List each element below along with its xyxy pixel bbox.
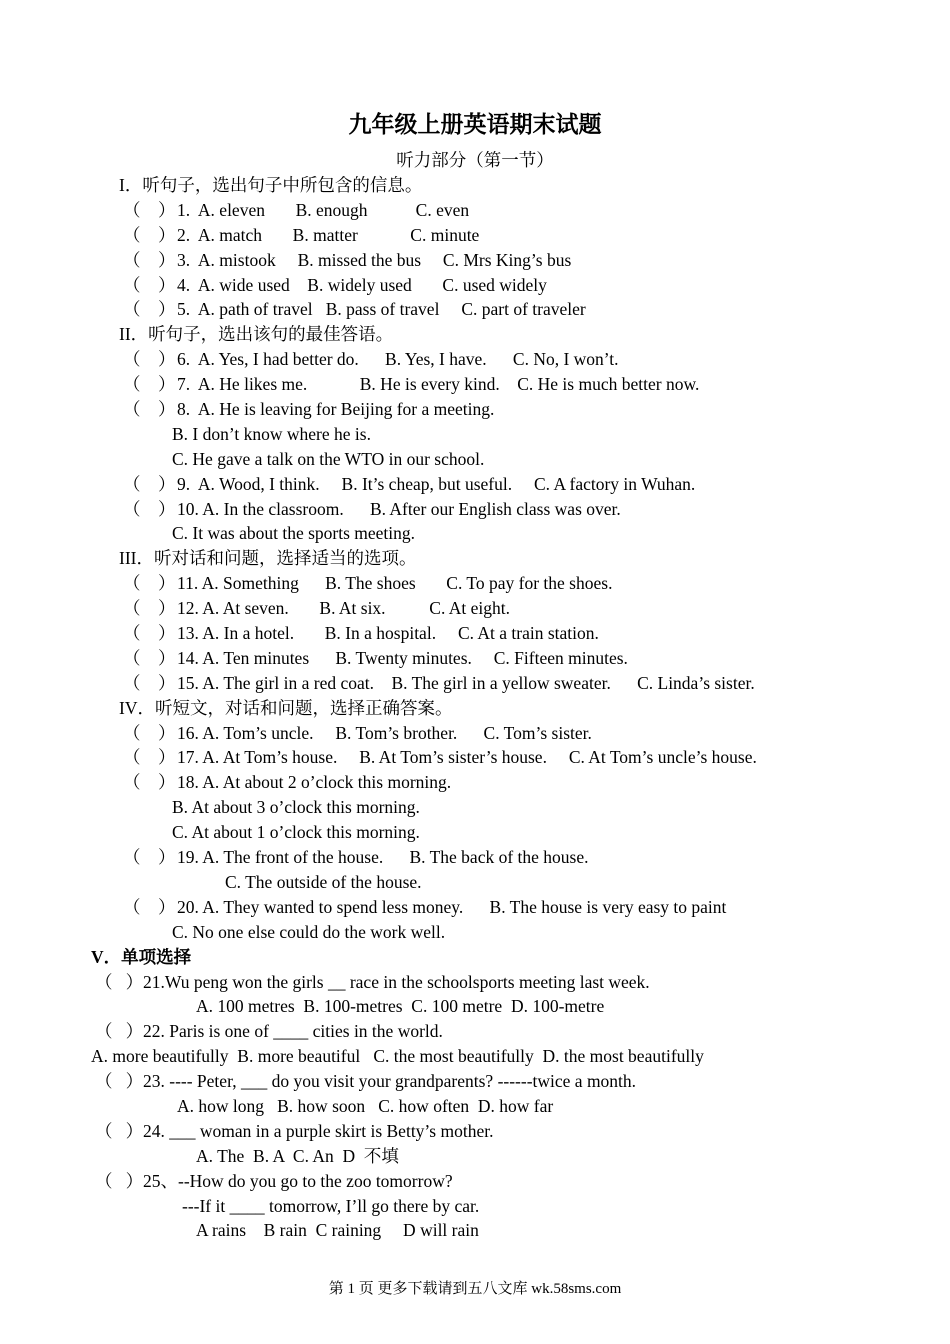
question-12 [0,596,950,621]
answer-blank: （ ） [95,1071,144,1092]
question-text: 23. ---- Peter, ___ do you visit your grandparents? ------twice a month. [143,1071,637,1092]
question-11 [0,571,950,596]
question-13 [0,621,950,646]
answer-blank: （ ） [123,647,176,668]
answer-blank: （ ） [95,1170,144,1191]
answer-blank: （ ） [123,349,176,370]
question-10 [0,497,950,522]
answer-blank: （ ） [123,473,176,494]
answer-blank: （ ） [123,573,176,594]
section-heading-5: V．单项选择 [91,946,192,967]
answer-blank: （ ） [123,896,176,917]
question-1 [0,198,950,223]
question-text: 4. A. wide used B. widely used C. used widely [177,274,547,295]
question-text: 14. A. Ten minutes B. Twenty minutes. C. Fifteen minutes. [177,647,628,668]
answer-blank: （ ） [123,399,176,420]
question-2 [0,223,950,248]
answer-blank: （ ） [123,623,176,644]
answer-blank: （ ） [123,274,176,295]
question-20-option-c: C. No one else could do the work well. [172,921,446,942]
question-text: 15. A. The girl in a red coat. B. The girl in a yellow sweater. C. Linda’s sister. [177,672,755,693]
question-text: 2. A. match B. matter C. minute [177,224,480,245]
question-text: 12. A. At seven. B. At six. C. At eight. [177,598,511,619]
exam-title: 九年级上册英语期末试题 [348,112,602,137]
answer-blank: （ ） [123,299,176,320]
answer-blank: （ ） [123,199,176,220]
exam-subtitle: 听力部分（第一节） [396,150,554,170]
question-25 [0,1169,950,1194]
question-text: 19. A. The front of the house. B. The back of the house. [177,847,589,868]
question-4 [0,273,950,298]
question-text: 18. A. At about 2 o’clock this morning. [177,772,452,793]
question-text: 17. A. At Tom’s house. B. At Tom’s sister’s house. C. At Tom’s uncle’s house. [177,747,757,768]
question-10-option-c: C. It was about the sports meeting. [172,523,416,544]
question-22-options: A. more beautifully B. more beautiful C. the most beautifully D. the most beautifully [91,1046,704,1067]
question-23-options: A. how long B. how soon C. how often D. how far [177,1095,554,1116]
question-text: 5. A. path of travel B. pass of travel C. part of traveler [177,299,586,320]
question-text: 9. A. Wood, I think. B. It’s cheap, but useful. C. A factory in Wuhan. [177,473,696,494]
question-text: 16. A. Tom’s uncle. B. Tom’s brother. C. Tom’s sister. [177,722,592,743]
question-text: 13. A. In a hotel. B. In a hospital. C. At a train station. [177,623,599,644]
question-8-option-b: B. I don’t know where he is. [172,423,371,444]
question-3 [0,248,950,273]
question-8-option-c: C. He gave a talk on the WTO in our school. [172,448,485,469]
question-text: 6. A. Yes, I had better do. B. Yes, I have. C. No, I won’t. [177,349,619,370]
answer-blank: （ ） [123,498,176,519]
answer-blank: （ ） [123,224,176,245]
question-text: 24. ___ woman in a purple skirt is Betty’s mother. [143,1120,494,1141]
question-5 [0,297,950,322]
question-22 [0,1019,950,1044]
question-19 [0,845,950,870]
question-20 [0,895,950,920]
question-text: 3. A. mistook B. missed the bus C. Mrs King’s bus [177,249,572,270]
answer-blank: （ ） [123,374,176,395]
question-18 [0,770,950,795]
section-heading-2: II．听句子，选出该句的最佳答语。 [119,324,394,345]
answer-blank: （ ） [123,847,176,868]
answer-blank: （ ） [123,722,176,743]
answer-blank: （ ） [123,772,176,793]
question-text: 21.Wu peng won the girls __ race in the schoolsports meeting last week. [143,971,650,992]
question-text: 10. A. In the classroom. B. After our English class was over. [177,498,621,519]
question-text: 1. A. eleven B. enough C. even [177,199,470,220]
section-heading-3: III．听对话和问题，选择适当的选项。 [119,548,417,569]
question-text: 7. A. He likes me. B. He is every kind. C. He is much better now. [177,374,700,395]
answer-blank: （ ） [123,747,176,768]
question-8 [0,397,950,422]
question-7 [0,372,950,397]
question-18-option-c: C. At about 1 o’clock this morning. [172,822,420,843]
question-24-options: A. The B. A C. An D 不填 [196,1145,399,1166]
question-24 [0,1119,950,1144]
exam-content [0,173,950,1243]
question-text: 25、--How do you go to the zoo tomorrow? [143,1170,453,1191]
question-6 [0,347,950,372]
question-text: 20. A. They wanted to spend less money. B. The house is very easy to paint [177,896,727,917]
question-25-response: ---If it ____ tomorrow, I’ll go there by car. [182,1195,480,1216]
page-footer: 第 1 页 更多下载请到五八文库 wk.58sms.com [328,1281,622,1297]
question-9 [0,472,950,497]
question-14 [0,646,950,671]
answer-blank: （ ） [95,1120,144,1141]
answer-blank: （ ） [123,249,176,270]
question-19-option-c: C. The outside of the house. [225,871,422,892]
question-16 [0,721,950,746]
section-heading-4: IV．听短文，对话和问题，选择正确答案。 [119,697,453,718]
question-21 [0,970,950,995]
question-21-options: A. 100 metres B. 100-metres C. 100 metre D. 100-metre [196,996,605,1017]
question-23 [0,1069,950,1094]
question-17 [0,745,950,770]
answer-blank: （ ） [123,672,176,693]
section-heading-1: I．听句子，选出句子中所包含的信息。 [119,175,423,195]
question-25-options: A rains B rain C raining D will rain [196,1220,479,1241]
question-18-option-b: B. At about 3 o’clock this morning. [172,797,420,818]
answer-blank: （ ） [123,598,176,619]
question-text: 8. A. He is leaving for Beijing for a meeting. [177,399,495,420]
question-15 [0,671,950,696]
question-text: 22. Paris is one of ____ cities in the world. [143,1021,443,1042]
question-text: 11. A. Something B. The shoes C. To pay for the shoes. [177,573,613,594]
answer-blank: （ ） [95,971,144,992]
answer-blank: （ ） [95,1021,144,1042]
